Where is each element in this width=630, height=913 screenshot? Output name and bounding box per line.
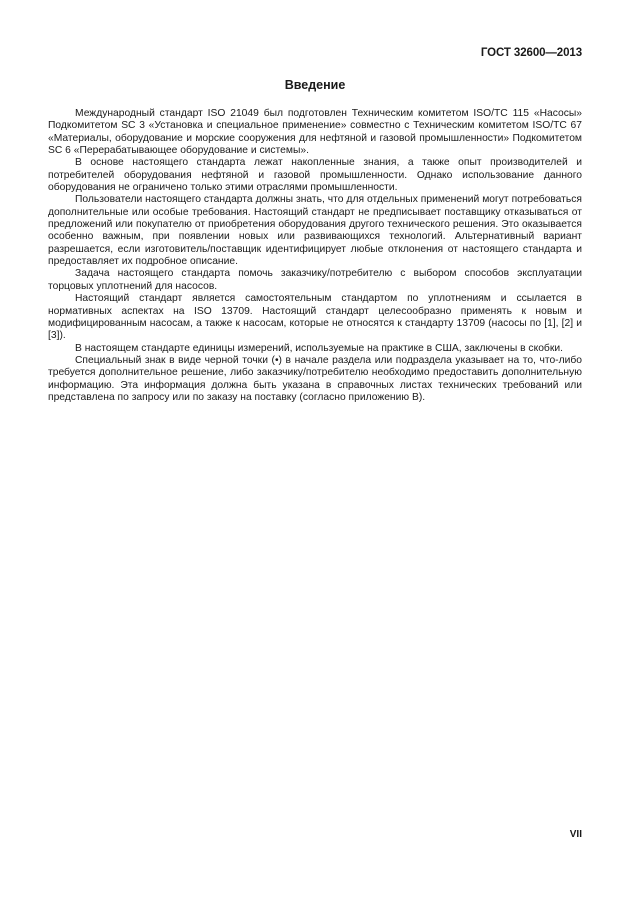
paragraph: Задача настоящего стандарта помочь заказчику/потребителю с выбором способов эксплуатации торцовых уплотнений для насосов.	[48, 268, 582, 292]
section-title: Введение	[284, 78, 346, 92]
paragraph: Специальный знак в виде черной точки (•) в начале раздела или подраздела указывает на то, что-либо требуется дополнительное решение, либо заказчику/потребителю необходимо предоставить дополнительную информацию. Эта информация должна быть указана в справочных листах технических требований или представлена по запросу или по заказу на поставку (согласно приложению В).	[48, 354, 582, 403]
paragraph: Настоящий стандарт является самостоятельным стандартом по уплотнениям и ссылается в нормативных аспектах на ISO 13709. Настоящий стандарт целесообразно применять к новым и модифицированным насосам, а также к насосам, которые не относятся к стандарту 13709 (насосы по [1], [2] и [3]).	[48, 293, 582, 342]
body-text	[48, 108, 582, 404]
paragraph: Международный стандарт ISO 21049 был подготовлен Техническим комитетом ISO/TC 115 «Насосы» Подкомитетом SC 3 «Установка и специальное применение» совместно с Техническим комитетом ISO/TC 67 «Материалы, оборудование и морские сооружения для нефтяной и газовой промышленности» Подкомитетом SC 6 «Перерабатывающее оборудование и системы».	[48, 108, 582, 157]
document-code: ГОСТ 32600—2013	[480, 47, 582, 59]
page-number: VII	[569, 829, 582, 840]
paragraph: В настоящем стандарте единицы измерений, используемые на практике в США, заключены в скобки.	[75, 342, 563, 354]
paragraph: Пользователи настоящего стандарта должны знать, что для отдельных применений могут потребоваться дополнительные или особые требования. Настоящий стандарт не предписывает поставщику отказываться от предложений или покупателю от приобретения оборудования другого технического решения. Это оказывается особенно важным, при появлении новых или развивающихся технологий. Альтернативный вариант разрешается, если изготовитель/поставщик идентифицирует любые отклонения от настоящего стандарта и предоставляет их подробное описание.	[48, 194, 582, 268]
paragraph: В основе настоящего стандарта лежат накопленные знания, а также опыт производителей и потребителей оборудования нефтяной и газовой промышленности. Однако использование данного оборудования не ограничено только этими отраслями промышленности.	[48, 157, 582, 194]
